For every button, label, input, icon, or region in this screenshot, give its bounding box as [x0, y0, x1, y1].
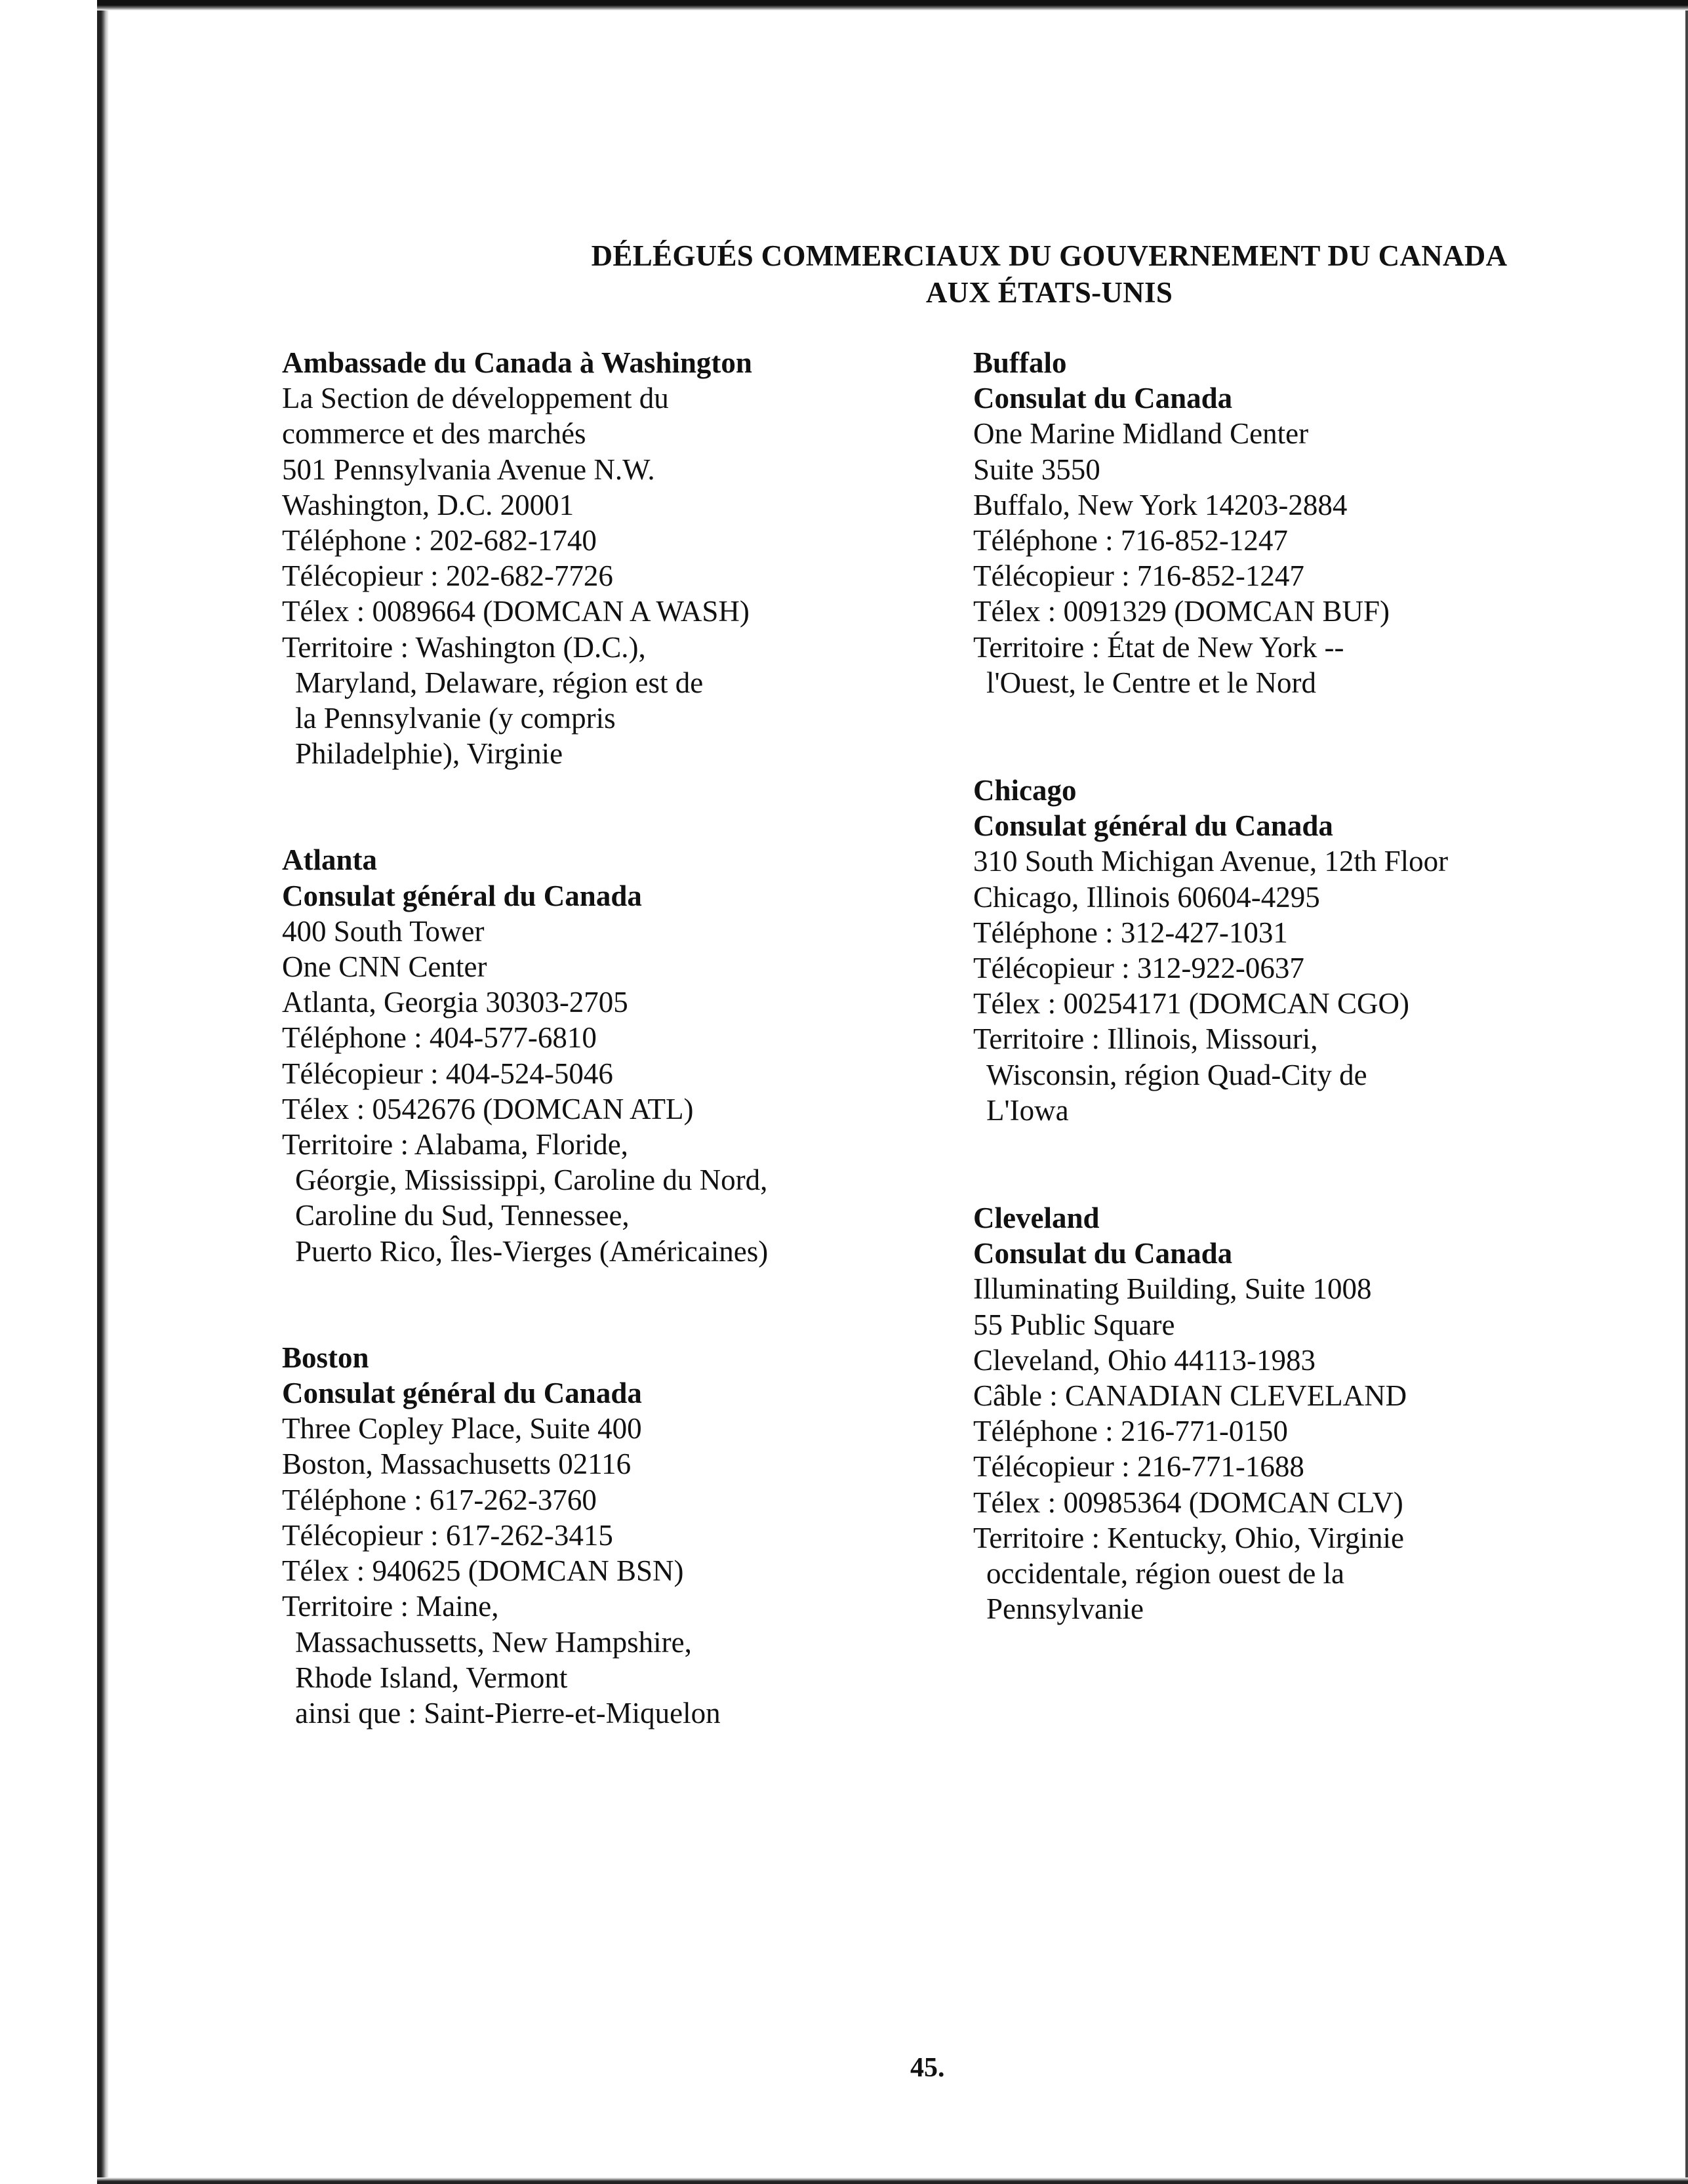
telex: Télex : 00254171 (DOMCAN CGO) [973, 987, 1409, 1021]
right-column [973, 345, 1563, 1627]
address-line: 400 South Tower [282, 914, 485, 948]
territory-continued: l'Ouest, le Centre et le Nord [986, 666, 1316, 699]
territory-continued: Philadelphie), Virginie [295, 737, 563, 771]
city-line: Chicago, Illinois 60604-4295 [973, 880, 1320, 914]
telephone: Téléphone : 617-262-3760 [282, 1483, 597, 1516]
address-line: Suite 3550 [973, 453, 1100, 486]
territory-continued: Wisconsin, région Quad-City de [986, 1058, 1367, 1091]
office-city: Chicago [973, 774, 1077, 807]
telex: Télex : 940625 (DOMCAN BSN) [282, 1554, 684, 1588]
fax: Télécopieur : 404-524-5046 [282, 1057, 613, 1090]
office-name: Consulat général du Canada [282, 879, 642, 912]
cable: Câble : CANADIAN CLEVELAND [973, 1379, 1407, 1413]
office-atlanta [282, 842, 872, 1268]
territory-continued: Puerto Rico, Îles-Vierges (Américaines) [295, 1234, 769, 1268]
telex: Télex : 00985364 (DOMCAN CLV) [973, 1486, 1403, 1519]
telephone: Téléphone : 312-427-1031 [973, 916, 1288, 949]
address-line: Illuminating Building, Suite 1008 [973, 1272, 1372, 1306]
page-title-line-1: DÉLÉGUÉS COMMERCIAUX DU GOUVERNEMENT DU CANADA [591, 239, 1508, 272]
territory-continued: la Pennsylvanie (y compris [295, 702, 616, 735]
office-city: Buffalo [973, 346, 1067, 379]
office-city: Atlanta [282, 843, 377, 877]
telephone: Téléphone : 216-771-0150 [973, 1415, 1288, 1448]
territory: Territoire : État de New York -- [973, 630, 1344, 664]
office-chicago [973, 773, 1563, 1128]
page-number: 45. [910, 2053, 945, 2083]
office-washington [282, 345, 872, 771]
fax: Télécopieur : 716-852-1247 [973, 559, 1304, 593]
fax: Télécopieur : 617-262-3415 [282, 1518, 613, 1552]
telex: Télex : 0089664 (DOMCAN A WASH) [282, 595, 750, 628]
page-title [472, 237, 1626, 311]
telephone: Téléphone : 716-852-1247 [973, 524, 1288, 557]
office-name: Consulat du Canada [973, 382, 1233, 415]
page-title-line-2: AUX ÉTATS-UNIS [925, 276, 1173, 309]
scan-left-edge [97, 0, 109, 2184]
territory: Territoire : Alabama, Floride, [282, 1128, 628, 1162]
address-line: La Section de développement du [282, 382, 669, 415]
territory-continued: ainsi que : Saint-Pierre-et-Miquelon [295, 1696, 721, 1729]
scan-bottom-edge [97, 2177, 1688, 2184]
territory-continued: Géorgie, Mississippi, Caroline du Nord, [295, 1163, 768, 1197]
address-line: One Marine Midland Center [973, 417, 1309, 451]
office-name: Consulat du Canada [973, 1237, 1233, 1270]
fax: Télécopieur : 312-922-0637 [973, 952, 1304, 985]
left-column [282, 345, 872, 1731]
office-cleveland [973, 1200, 1563, 1627]
territory: Territoire : Kentucky, Ohio, Virginie [973, 1521, 1404, 1554]
address-line: 55 Public Square [973, 1308, 1175, 1341]
territory-continued: Rhode Island, Vermont [295, 1661, 568, 1694]
fax: Télécopieur : 216-771-1688 [973, 1450, 1304, 1484]
territory-continued: Maryland, Delaware, région est de [295, 666, 704, 699]
office-name: Consulat général du Canada [282, 1377, 642, 1410]
territory: Territoire : Illinois, Missouri, [973, 1022, 1318, 1056]
city-line: Atlanta, Georgia 30303-2705 [282, 986, 628, 1019]
office-name: Consulat général du Canada [973, 809, 1333, 843]
street-address: 310 South Michigan Avenue, 12th Floor [973, 845, 1449, 878]
office-city: Boston [282, 1341, 369, 1374]
territory-continued: L'Iowa [986, 1093, 1069, 1127]
street-address: Three Copley Place, Suite 400 [282, 1412, 642, 1446]
office-buffalo [973, 345, 1563, 700]
office-name: Ambassade du Canada à Washington [282, 346, 752, 379]
territory: Territoire : Maine, [282, 1590, 499, 1623]
city-line: Cleveland, Ohio 44113-1983 [973, 1343, 1316, 1377]
office-city: Cleveland [973, 1202, 1100, 1235]
territory: Territoire : Washington (D.C.), [282, 630, 646, 664]
territory-continued: occidentale, région ouest de la [986, 1557, 1345, 1590]
scan-right-edge [1685, 10, 1688, 2184]
scan-top-edge [97, 0, 1688, 10]
city-line: Washington, D.C. 20001 [282, 488, 574, 521]
territory-continued: Massachussetts, New Hampshire, [295, 1625, 692, 1659]
city-line: Buffalo, New York 14203-2884 [973, 488, 1348, 521]
office-boston [282, 1340, 872, 1731]
address-line: commerce et des marchés [282, 417, 586, 451]
address-line: One CNN Center [282, 950, 487, 984]
telex: Télex : 0091329 (DOMCAN BUF) [973, 595, 1390, 628]
territory-continued: Pennsylvanie [986, 1592, 1144, 1626]
telephone: Téléphone : 404-577-6810 [282, 1021, 597, 1055]
fax: Télécopieur : 202-682-7726 [282, 559, 613, 593]
city-line: Boston, Massachusetts 02116 [282, 1447, 632, 1481]
street-address: 501 Pennsylvania Avenue N.W. [282, 453, 655, 486]
telephone: Téléphone : 202-682-1740 [282, 524, 597, 557]
telex: Télex : 0542676 (DOMCAN ATL) [282, 1092, 694, 1125]
territory-continued: Caroline du Sud, Tennessee, [295, 1199, 630, 1232]
